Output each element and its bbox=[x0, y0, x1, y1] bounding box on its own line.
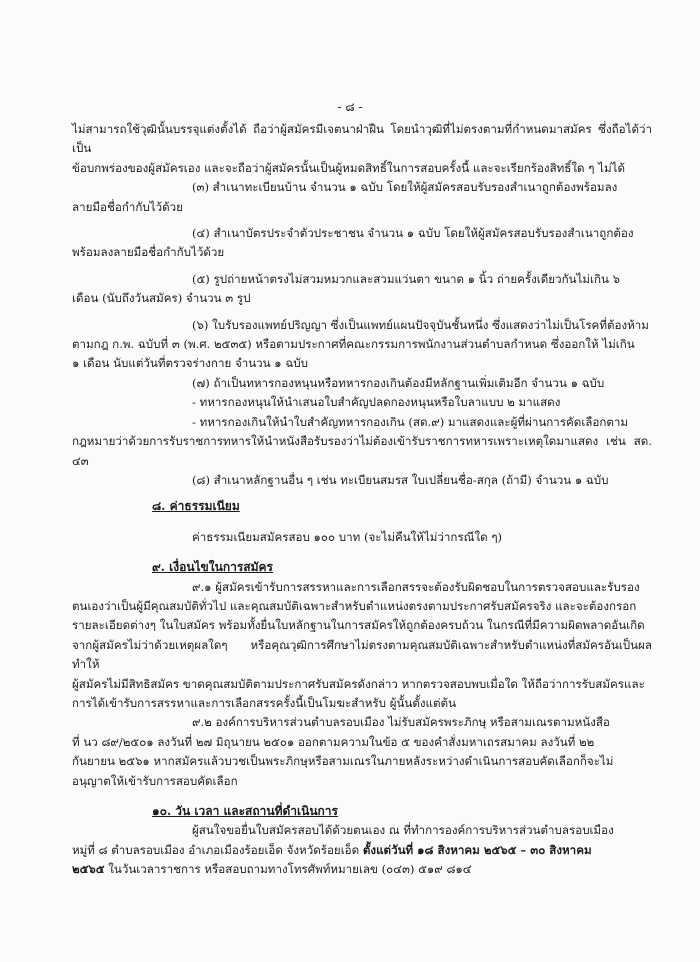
document-body bbox=[72, 120, 652, 880]
date-range-bold: ตั้งแต่วันที่ ๑๘ สิงหาคม ๒๕๖๕ – ๓๐ สิงหาคม bbox=[362, 842, 592, 857]
clause-9-1: ๙.๑ ผู้สมัครเข้ารับการสรรหาและการเลือกสรรจะต้องรับผิดชอบในการตรวจสอบและรับรอง bbox=[192, 579, 640, 594]
section-10-heading: ๑๐. วัน เวลา และสถานที่ดำเนินการ bbox=[152, 804, 338, 818]
clause-9-2-cont: กันยายน ๒๕๖๑ หากสมัครแล้วบวชเป็นพระภิกษุหรือสามเณรในภายหลังระหว่างดำเนินการสอบคัดเลือกก็จะไม่ bbox=[72, 754, 614, 769]
page-number: - ๘ - bbox=[337, 100, 363, 114]
item-7-sub: - ทหารกองหนุนให้นำเสนอใบสำคัญปลดกองหนุนหรือใบลาแบบ ๒ มาแสดง bbox=[192, 395, 561, 410]
section-10-text-cont bbox=[72, 860, 652, 879]
clause-9-1-cont: ตนเองว่าเป็นผู้มีคุณสมบัติทั่วไป และคุณสมบัติเฉพาะสำหรับตำแหน่งตรงตามประกาศรับสมัครจริง และจะต้องกรอก bbox=[72, 598, 637, 613]
text-line: ไม่สามารถใช้วุฒินั้นบรรจุแต่งตั้งได้ ถือว่าผู้สมัครมีเจตนาฝ่าฝืน โดยนำวุฒิที่ไม่ตรงตามที่กำหนดมาสมัคร ซึ่งถือได้ว่าเป็น bbox=[72, 122, 652, 156]
item-3-cont: ลายมือชื่อกำกับไว้ด้วย bbox=[72, 199, 183, 214]
section-10-text-cont bbox=[72, 841, 652, 860]
clause-9-1-cont: รายละเอียดต่างๆ ในใบสมัคร พร้อมทั้งยื่นใบหลักฐานในการสมัครให้ถูกต้องครบถ้วน ในกรณีที่มีความผิดพลาดอันเกิด bbox=[72, 618, 645, 633]
year-bold: ๒๕๖๕ bbox=[72, 862, 105, 877]
text-line: ข้อบกพร่องของผู้สมัครเอง และจะถือว่าผู้สมัครนั้นเป็นผู้หมดสิทธิ์ในการสอบครั้งนี้ และจะเรียกร้องสิทธิ์ใด ๆ ไม่ได้ bbox=[72, 160, 625, 175]
clause-9-1-cont: จากผู้สมัครไม่ว่าด้วยเหตุผลใดๆ หรือคุณวุฒิการศึกษาไม่ตรงตามคุณสมบัติเฉพาะสำหรับตำแหน่งที่สมัครอันเป็นผลทำให้ bbox=[72, 637, 652, 672]
item-4: (๔) สำเนาบัตรประจำตัวประชาชน จำนวน ๑ ฉบับ โดยให้ผู้สมัครสอบรับรองสำเนาถูกต้อง bbox=[192, 226, 634, 241]
clause-9-2-cont: อนุญาตให้เข้ารับการสอบคัดเลือก bbox=[72, 773, 238, 788]
item-6-cont: ๑ เดือน นับแต่วันที่ตรวจร่างกาย จำนวน ๑ ฉบับ bbox=[72, 356, 308, 371]
contact-text: ในวันเวลาราชการ หรือสอบถามทางโทรศัพท์หมายเลข (๐๔๓) ๕๑๙ ๘๑๔ bbox=[104, 862, 472, 877]
item-3: (๓) สำเนาทะเบียนบ้าน จำนวน ๑ ฉบับ โดยให้ผู้สมัครสอบรับรองสำเนาถูกต้องพร้อมลง bbox=[192, 180, 618, 195]
section-10-text: ผู้สนใจขอยื่นใบสมัครสอบได้ด้วยตนเอง ณ ที่ทำการองค์การบริหารส่วนตำบลรอบเมือง bbox=[192, 823, 614, 838]
item-5-cont: เดือน (นับถึงวันสมัคร) จำนวน ๓ รูป bbox=[72, 291, 251, 306]
item-8: (๘) สำเนาหลักฐานอื่น ๆ เช่น ทะเบียนสมรส ใบเปลี่ยนชื่อ-สกุล (ถ้ามี) จำนวน ๑ ฉบับ bbox=[192, 472, 609, 487]
clause-9-2-cont: ที่ นว ๘๙/๒๕๐๑ ลงวันที่ ๒๗ มิถุนายน ๒๕๐๑ ออกตามความในข้อ ๕ ของคำสั่งมหาเถรสมาคม ลงวันที่ ๒๒ bbox=[72, 734, 595, 749]
item-4-cont: พร้อมลงลายมือชื่อกำกับไว้ด้วย bbox=[72, 245, 225, 260]
item-7-sub: - ทหารกองเกินให้นำใบสำคัญทหารกองเกิน (สด.๙) มาแสดงและผู้ที่ผ่านการคัดเลือกตาม bbox=[192, 414, 629, 429]
item-5: (๕) รูปถ่ายหน้าตรงไม่สวมหมวกและสวมแว่นตา ขนาด ๑ นิ้ว ถ่ายครั้งเดียวกันไม่เกิน ๖ bbox=[192, 271, 620, 286]
section-8-heading: ๘. ค่าธรรมเนียม bbox=[152, 499, 240, 514]
fee-text: ค่าธรรมเนียมสมัครสอบ ๑๐๐ บาท (จะไม่คืนให้ไม่ว่ากรณีใด ๆ) bbox=[192, 529, 503, 544]
section-9-heading: ๙. เงื่อนไขในการสมัคร bbox=[152, 560, 273, 575]
item-7-cont: กฎหมายว่าด้วยการรับราชการทหารให้นำหนังสือรับรองว่าไม่ต้องเข้ารับราชการทหารเพราะเหตุใดมาแสดง เช่น สด. ๔๓ bbox=[72, 434, 652, 468]
location-text: หมู่ที่ ๘ ตำบลรอบเมือง อำเภอเมืองร้อยเอ็ด จังหวัดร้อยเอ็ด bbox=[72, 842, 363, 857]
item-7: (๗) ถ้าเป็นทหารกองหนุนหรือทหารกองเกินต้องมีหลักฐานเพิ่มเติมอีก จำนวน ๑ ฉบับ bbox=[192, 375, 605, 390]
clause-9-1-cont: ผู้สมัครไม่มีสิทธิสมัคร ขาดคุณสมบัติตามประกาศรับสมัครดังกล่าว หากตรวจสอบพบเมื่อใด ให้ถือว่าการรับสมัครและ bbox=[72, 676, 645, 691]
item-6-cont: ตามกฎ ก.พ. ฉบับที่ ๓ (พ.ศ. ๒๕๓๕) หรือตามประกาศที่คณะกรรมการพนักงานส่วนตำบลกำหนด ซึ่งออกให้ ไม่เกิน bbox=[72, 337, 635, 352]
clause-9-1-cont: การได้เข้ารับการสรรหาและการเลือกสรรครั้งนี้เป็นโมฆะสำหรับ ผู้นั้นตั้งแต่ต้น bbox=[72, 695, 456, 710]
item-6: (๖) ใบรับรองแพทย์ปริญญา ซึ่งเป็นแพทย์แผนปัจจุบันชั้นหนึ่ง ซึ่งแสดงว่าไม่เป็นโรคที่ต้องห้าม bbox=[192, 317, 649, 332]
clause-9-2: ๙.๒ องค์การบริหารส่วนตำบลรอบเมือง ไม่รับสมัครพระภิกษุ หรือสามเณรตามหนังสือ bbox=[192, 715, 610, 730]
